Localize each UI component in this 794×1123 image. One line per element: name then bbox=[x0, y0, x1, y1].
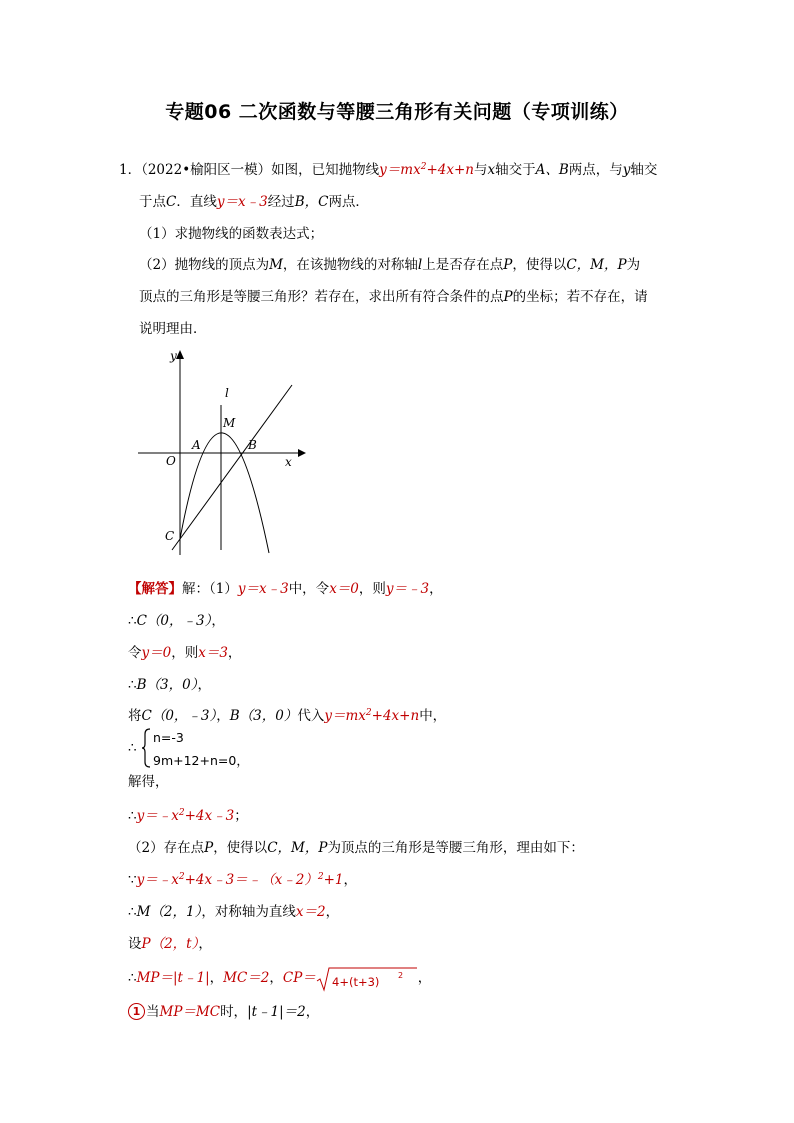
line-bc bbox=[172, 385, 292, 550]
page-title: 专题06 二次函数与等腰三角形有关问题（专项训练） bbox=[165, 101, 629, 123]
solution-line-8: （2）存在点P，使得以C，M，P为顶点的三角形是等腰三角形，理由如下： bbox=[128, 840, 584, 856]
solution-line-7: $\therefore y=﹣x^2+4x﹣3$； bbox=[128, 808, 248, 824]
question-2: （2）抛物线的顶点为M，在该抛物线的对称轴l上是否存在点P，使得以C，M，P为 bbox=[139, 257, 641, 273]
question-1: （1）求抛物线的函数表达式； bbox=[139, 226, 324, 242]
case-1-marker: 1 bbox=[128, 1003, 145, 1020]
line-equation: y＝x﹣3 bbox=[216, 194, 268, 210]
axis-l-label: l bbox=[225, 386, 229, 400]
solution-line-11: 设P（2，t）， bbox=[128, 936, 212, 952]
solution-line-10: ∴M（2，1），对称轴为直线x＝2， bbox=[128, 904, 340, 920]
system-therefore: ∴ bbox=[128, 740, 137, 756]
solution-line-5: 将C（0，﹣3），B（3，0）代入$y=mx^2+4x+n$中， bbox=[128, 708, 447, 724]
x-axis-label: x bbox=[285, 455, 292, 469]
parabola-figure bbox=[130, 345, 310, 560]
problem-line-1: 1．（2022•榆阳区一模）如图，已知抛物线$y=mx^2+4x+n$与x轴交于A、B两点，与y轴交 bbox=[119, 162, 658, 178]
solution-line-1: 【解答】解：（1）y＝x﹣3中，令x＝0，则y＝﹣3， bbox=[128, 581, 443, 597]
solution-line-9: $\because y=﹣x^2+4x﹣3=﹣(x﹣2)^2+1$， bbox=[128, 872, 358, 888]
parabola-equation: $y=mx^2+4x+n$ bbox=[379, 162, 474, 178]
x-axis-arrow bbox=[298, 449, 306, 457]
solution-line-13: 1 当MP＝MC时，|t﹣1|＝2， bbox=[128, 1002, 319, 1022]
solution-line-4: ∴B（3，0）， bbox=[128, 677, 211, 693]
svg-text:4+(t+3): 4+(t+3) bbox=[331, 975, 380, 989]
problem-line-2: 于点C．直线y＝x﹣3经过B，C两点． bbox=[139, 194, 369, 210]
solution-line-2: ∴C（0，﹣3）， bbox=[128, 613, 225, 629]
system-eq-2: 9m+12+n=0， bbox=[153, 753, 249, 768]
y-axis-arrow bbox=[176, 350, 184, 359]
sqrt-expression bbox=[316, 966, 418, 992]
y-axis-label: y bbox=[170, 349, 177, 363]
solution-line-6: 解得， bbox=[128, 774, 169, 790]
solution-label: 【解答】 bbox=[128, 581, 182, 597]
problem-number: 1． bbox=[119, 162, 142, 178]
point-a-label: A bbox=[192, 438, 201, 452]
solution-line-12: ∴MP＝|t﹣1|，MC＝2，CP＝ 4+(t+3) 2 ， bbox=[128, 966, 431, 992]
solution-line-3: 令y＝0，则x＝3， bbox=[128, 645, 242, 661]
point-c-label: C bbox=[165, 529, 175, 543]
question-2-end: 说明理由． bbox=[139, 321, 207, 337]
question-2-cont: 顶点的三角形是等腰三角形？若存在，求出所有符合条件的点P的坐标；若不存在，请 bbox=[139, 289, 648, 305]
origin-label: O bbox=[166, 454, 176, 468]
point-m-label: M bbox=[223, 416, 236, 430]
point-b-label: B bbox=[248, 438, 257, 452]
system-brace bbox=[141, 728, 151, 768]
problem-source: （2022•榆阳区一模） bbox=[141, 162, 272, 178]
svg-text:2: 2 bbox=[397, 971, 403, 980]
system-eq-1: n=-3 bbox=[153, 730, 184, 745]
